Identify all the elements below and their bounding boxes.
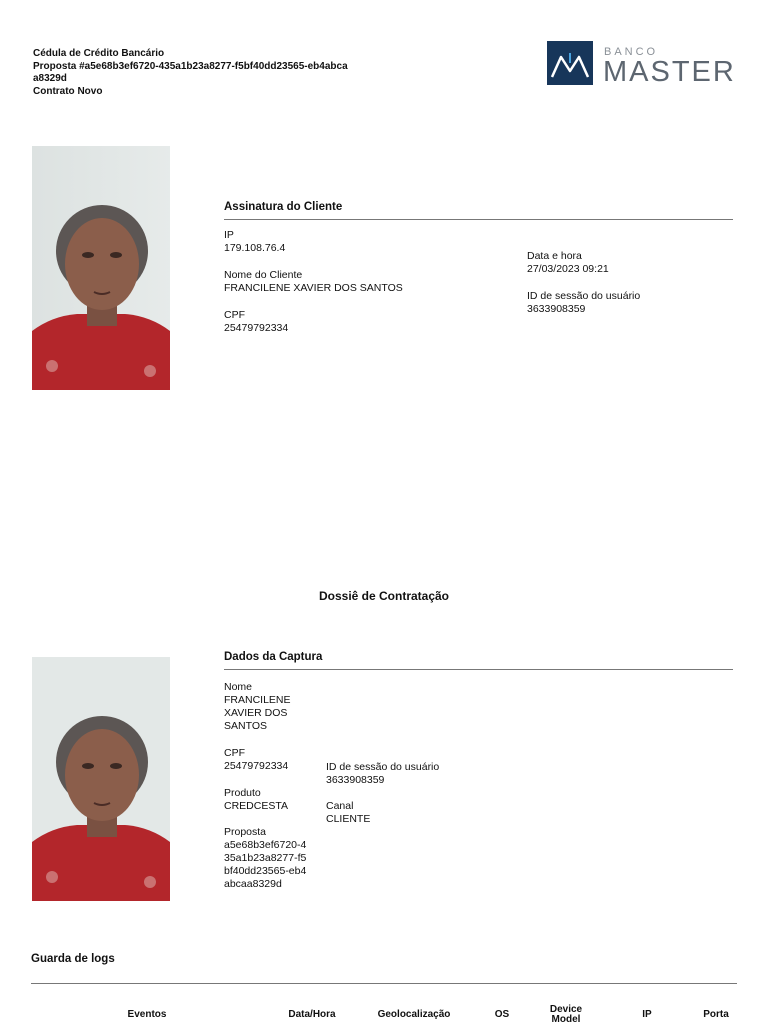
capture-product-label: Produto — [224, 787, 261, 799]
client-photo — [32, 146, 170, 390]
capture-cpf — [224, 747, 288, 773]
cpf-value: 25479792334 — [224, 322, 289, 334]
document-type: Cédula de Crédito Bancário — [33, 48, 165, 59]
datetime-value: 27/03/2023 09:21 — [527, 263, 609, 275]
capture-section-title: Dados da Captura — [224, 651, 323, 663]
capture-channel-value: CLIENTE — [326, 813, 371, 825]
signature-client-name — [224, 269, 403, 295]
contract-status: Contrato Novo — [33, 85, 103, 97]
document-header — [33, 48, 353, 98]
signature-section-title: Assinatura do Cliente — [224, 201, 343, 213]
capture-cpf-label: CPF — [224, 747, 245, 759]
signature-datetime — [527, 250, 609, 276]
capture-product — [224, 787, 288, 813]
logo-mark-icon — [547, 41, 593, 85]
session-id-value: 3633908359 — [527, 303, 586, 315]
capture-proposal-label: Proposta — [224, 826, 267, 838]
capture-cpf-value: 25479792334 — [224, 760, 289, 772]
capture-session-label: ID de sessão do usuário — [326, 761, 440, 773]
capture-channel — [326, 800, 370, 826]
capture-product-value: CREDCESTA — [224, 800, 288, 812]
signature-divider — [224, 219, 733, 220]
logo-master-text: MASTER — [603, 56, 736, 88]
banco-master-logo — [547, 40, 737, 88]
logs-header-device-model: Device Model — [549, 1004, 583, 1025]
datetime-label: Data e hora — [527, 250, 582, 262]
logs-header-datetime: Data/Hora — [288, 1009, 336, 1020]
logs-header-port: Porta — [703, 1009, 729, 1020]
capture-session-id — [326, 761, 439, 787]
ip-label: IP — [224, 229, 234, 241]
capture-name — [224, 681, 304, 733]
capture-session-value: 3633908359 — [326, 774, 385, 786]
proposal-number: Proposta #a5e68b3ef6720-435a1b23a8277-f5bf40dd23565-eb4abcaa8329d — [33, 60, 348, 84]
signature-ip — [224, 229, 285, 255]
signature-cpf — [224, 309, 288, 335]
capture-name-value: FRANCILENE XAVIER DOS SANTOS — [224, 694, 291, 732]
logs-section-title: Guarda de logs — [31, 953, 115, 965]
client-name-label: Nome do Cliente — [224, 269, 303, 281]
session-id-label: ID de sessão do usuário — [527, 290, 641, 302]
logs-header-events: Eventos — [127, 1009, 167, 1020]
signature-session-id — [527, 290, 640, 316]
logs-divider — [31, 983, 737, 984]
capture-channel-label: Canal — [326, 800, 354, 812]
capture-proposal-value: a5e68b3ef6720-435a1b23a8277-f5bf40dd23565-eb4abcaa8329d — [224, 839, 307, 890]
client-name-value: FRANCILENE XAVIER DOS SANTOS — [224, 282, 403, 294]
capture-photo — [32, 657, 170, 901]
ip-value: 179.108.76.4 — [224, 242, 286, 254]
capture-name-label: Nome — [224, 681, 253, 693]
dossie-title: Dossiê de Contratação — [318, 589, 450, 603]
capture-proposal — [224, 826, 310, 891]
logs-header-os: OS — [494, 1009, 510, 1020]
capture-divider — [224, 669, 733, 670]
logo-banco-text: BANCO — [604, 46, 659, 58]
cpf-label: CPF — [224, 309, 245, 321]
logs-header-geolocation: Geolocalização — [377, 1009, 451, 1020]
logs-header-ip: IP — [642, 1009, 652, 1020]
